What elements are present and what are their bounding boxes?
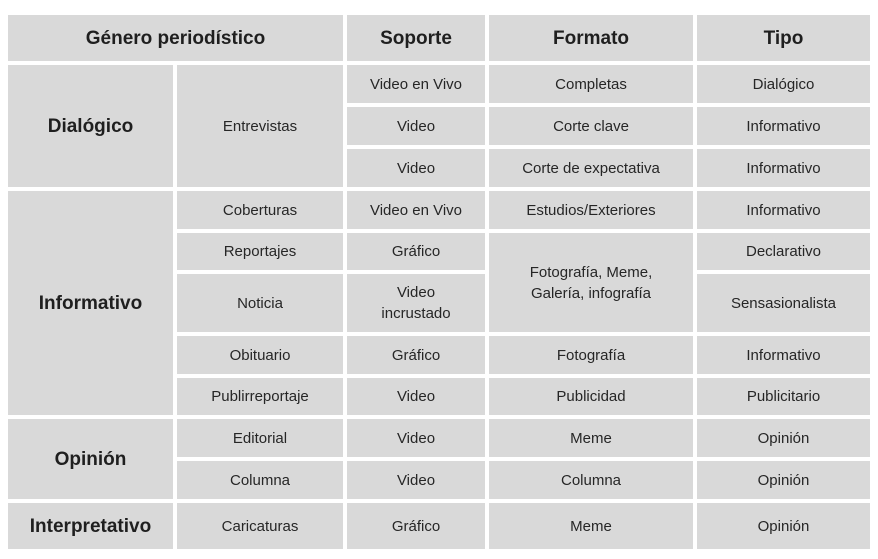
- formato-cell: Columna: [489, 461, 693, 499]
- tipo-cell: Dialógico: [697, 65, 870, 103]
- soporte-cell: Gráfico: [347, 233, 485, 270]
- tipo-cell: Publicitario: [697, 378, 870, 415]
- header-soporte: Soporte: [347, 15, 485, 61]
- formato-cell: Completas: [489, 65, 693, 103]
- subgenre-entrevistas: Entrevistas: [177, 65, 343, 187]
- soporte-cell: Video en Vivo: [347, 191, 485, 229]
- formato-cell: Estudios/Exteriores: [489, 191, 693, 229]
- genre-dialogico: Dialógico: [8, 65, 173, 187]
- subgenre-columna: Columna: [177, 461, 343, 499]
- formato-cell: Meme: [489, 503, 693, 549]
- soporte-cell: Video: [347, 149, 485, 187]
- tipo-cell: Informativo: [697, 149, 870, 187]
- soporte-cell: Video: [347, 461, 485, 499]
- soporte-cell: Video: [347, 107, 485, 145]
- soporte-cell: Video: [347, 419, 485, 457]
- formato-cell: Corte de expectativa: [489, 149, 693, 187]
- soporte-cell-text: Video incrustado: [381, 284, 451, 322]
- tipo-cell: Sensasionalista: [697, 274, 870, 332]
- subgenre-reportajes: Reportajes: [177, 233, 343, 270]
- subgenre-publirreportaje: Publirreportaje: [177, 378, 343, 415]
- formato-cell: Fotografía: [489, 336, 693, 374]
- header-genero: Género periodístico: [8, 15, 343, 61]
- tipo-cell: Informativo: [697, 191, 870, 229]
- tipo-cell: Opinión: [697, 503, 870, 549]
- subgenre-caricaturas: Caricaturas: [177, 503, 343, 549]
- formato-cell: Meme: [489, 419, 693, 457]
- header-formato: Formato: [489, 15, 693, 61]
- formato-merged-text: Fotografía, Meme, Galería, infografía: [529, 263, 653, 302]
- soporte-cell: Video: [347, 378, 485, 415]
- soporte-cell: Gráfico: [347, 503, 485, 549]
- tipo-cell: Declarativo: [697, 233, 870, 270]
- genre-informativo: Informativo: [8, 191, 173, 415]
- soporte-cell: Video en Vivo: [347, 65, 485, 103]
- tipo-cell: Informativo: [697, 107, 870, 145]
- formato-cell: Corte clave: [489, 107, 693, 145]
- formato-cell: Publicidad: [489, 378, 693, 415]
- soporte-cell: [347, 274, 485, 332]
- subgenre-obituario: Obituario: [177, 336, 343, 374]
- tipo-cell: Informativo: [697, 336, 870, 374]
- formato-merged-cell: [489, 233, 693, 332]
- genre-interpretativo: Interpretativo: [8, 503, 173, 549]
- subgenre-noticia: Noticia: [177, 274, 343, 332]
- genre-opinion: Opinión: [8, 419, 173, 499]
- subgenre-editorial: Editorial: [177, 419, 343, 457]
- header-tipo: Tipo: [697, 15, 870, 61]
- soporte-cell: Gráfico: [347, 336, 485, 374]
- subgenre-coberturas: Coberturas: [177, 191, 343, 229]
- tipo-cell: Opinión: [697, 419, 870, 457]
- tipo-cell: Opinión: [697, 461, 870, 499]
